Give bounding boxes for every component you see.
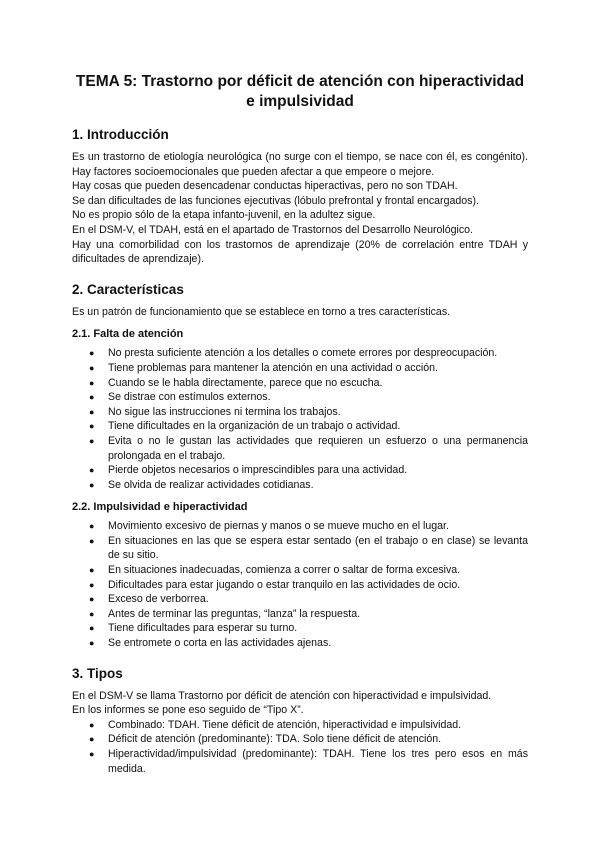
list-item bbox=[72, 621, 528, 636]
paragraph: En el DSM-V, el TDAH, está en el apartado de Trastornos del Desarrollo Neurológico. bbox=[72, 223, 473, 236]
bullet-icon: ● bbox=[89, 362, 95, 373]
list-item bbox=[72, 346, 528, 361]
document-title: TEMA 5: Trastorno por déficit de atención con hiperactividad e impulsividad bbox=[75, 73, 525, 110]
section-caracteristicas bbox=[72, 281, 528, 651]
bullet-list-impulsividad bbox=[72, 519, 528, 650]
paragraph: Hay una comorbilidad con los trastornos de aprendizaje (20% de correlación entre TDAH y dificultades de aprendizaje). bbox=[72, 238, 528, 266]
list-item-text: Evita o no le gustan las actividades que requieren un esfuerzo o una permanencia prolongada en el trabajo. bbox=[108, 434, 528, 462]
bullet-icon: ● bbox=[89, 521, 95, 532]
list-item bbox=[72, 636, 528, 651]
subsection-heading-falta-atencion: 2.1. Falta de atención bbox=[72, 328, 184, 341]
list-item bbox=[72, 519, 528, 534]
section-heading: 1. Introducción bbox=[72, 127, 169, 142]
bullet-icon: ● bbox=[89, 565, 95, 576]
bullet-icon: ● bbox=[89, 479, 95, 490]
list-item-text: Se distrae con estímulos externos. bbox=[108, 391, 271, 404]
bullet-list-falta-atencion bbox=[72, 346, 528, 492]
list-item-text: Déficit de atención (predominante): TDA. Solo tiene déficit de atención. bbox=[108, 733, 442, 746]
list-item bbox=[72, 376, 528, 391]
bullet-icon: ● bbox=[89, 535, 95, 546]
paragraph: Es un trastorno de etiología neurológica (no surge con el tiempo, se nace con él, es congénito). Hay factores socioemocionales que pueden afectar a que empeore o mejore. bbox=[72, 151, 528, 178]
bullet-icon: ● bbox=[89, 638, 95, 649]
list-item-text: En situaciones inadecuadas, comienza a correr o saltar de forma excesiva. bbox=[108, 564, 461, 577]
list-item-text: Se entromete o corta en las actividades ajenas. bbox=[108, 637, 332, 650]
list-item bbox=[72, 434, 528, 463]
bullet-icon: ● bbox=[89, 435, 95, 446]
list-item-text: No sigue las instrucciones ni termina los trabajos. bbox=[108, 405, 341, 418]
list-item-text: Hiperactividad/impulsividad (predominante): TDAH. Tiene los tres pero esos en más medida. bbox=[108, 748, 528, 775]
list-item-text: Cuando se le habla directamente, parece que no escucha. bbox=[108, 376, 383, 389]
list-item bbox=[72, 732, 528, 747]
bullet-icon: ● bbox=[89, 594, 95, 605]
list-item-text: Tiene problemas para mantener la atención en una actividad o acción. bbox=[108, 361, 438, 374]
list-item bbox=[72, 592, 528, 607]
list-item bbox=[72, 563, 528, 578]
list-item-text: Pierde objetos necesarios o imprescindibles para una actividad. bbox=[108, 464, 408, 477]
paragraph: Se dan dificultades de las funciones ejecutivas (lóbulo prefrontal y frontal encargados). bbox=[72, 194, 479, 207]
bullet-list-tipos bbox=[72, 718, 528, 776]
bullet-icon: ● bbox=[89, 377, 95, 388]
bullet-icon: ● bbox=[89, 623, 95, 634]
bullet-icon: ● bbox=[89, 421, 95, 432]
list-item bbox=[72, 463, 528, 478]
paragraph: Hay cosas que pueden desencadenar conductas hiperactivas, pero no son TDAH. bbox=[72, 180, 458, 193]
list-item-text: En situaciones en las que se espera estar sentado (en el trabajo o en clase) se levanta de su sitio. bbox=[108, 534, 528, 562]
paragraph: En el DSM-V se llama Trastorno por déficit de atención con hiperactividad e impulsividad. bbox=[72, 689, 492, 702]
bullet-icon: ● bbox=[89, 719, 95, 730]
list-item bbox=[72, 578, 528, 593]
list-item-text: Se olvida de realizar actividades cotidianas. bbox=[108, 478, 314, 491]
bullet-icon: ● bbox=[89, 749, 95, 759]
section-tipos bbox=[72, 665, 528, 777]
list-item bbox=[72, 534, 528, 563]
bullet-icon: ● bbox=[89, 392, 95, 403]
subsection-heading-impulsividad: 2.2. Impulsividad e hiperactividad bbox=[72, 501, 248, 514]
section-introduccion bbox=[72, 126, 528, 267]
bullet-icon: ● bbox=[89, 406, 95, 417]
list-item bbox=[72, 419, 528, 434]
bullet-icon: ● bbox=[89, 465, 95, 476]
list-item bbox=[72, 361, 528, 376]
paragraph: No es propio sólo de la etapa infanto-juvenil, en la adultez sigue. bbox=[72, 209, 376, 222]
list-item bbox=[72, 718, 528, 733]
paragraph: Es un patrón de funcionamiento que se establece en torno a tres características. bbox=[72, 305, 451, 318]
list-item-text: Exceso de verborrea. bbox=[108, 593, 209, 606]
list-item-text: No presta suficiente atención a los detalles o comete errores por despreocupación. bbox=[108, 347, 498, 360]
list-item bbox=[72, 747, 528, 776]
list-item bbox=[72, 478, 528, 493]
list-item-text: Tiene dificultades para esperar su turno. bbox=[108, 622, 298, 635]
list-item bbox=[72, 405, 528, 420]
bullet-icon: ● bbox=[89, 608, 95, 619]
list-item-text: Dificultades para estar jugando o estar tranquilo en las actividades de ocio. bbox=[108, 578, 461, 591]
list-item-text: Combinado: TDAH. Tiene déficit de atención, hiperactividad e impulsividad. bbox=[108, 718, 462, 731]
section-heading: 2. Características bbox=[72, 281, 184, 297]
section-heading: 3. Tipos bbox=[72, 665, 123, 681]
paragraph: En los informes se pone eso seguido de “Tipo X”. bbox=[72, 704, 304, 717]
bullet-icon: ● bbox=[89, 348, 95, 359]
list-item-text: Movimiento excesivo de piernas y manos o se mueve mucho en el lugar. bbox=[108, 520, 449, 533]
list-item-text: Antes de terminar las preguntas, “lanza” la respuesta. bbox=[108, 607, 361, 620]
list-item-text: Tiene dificultades en la organización de un trabajo o actividad. bbox=[108, 420, 401, 433]
bullet-icon: ● bbox=[89, 734, 95, 745]
list-item bbox=[72, 390, 528, 405]
list-item bbox=[72, 607, 528, 622]
bullet-icon: ● bbox=[89, 579, 95, 590]
